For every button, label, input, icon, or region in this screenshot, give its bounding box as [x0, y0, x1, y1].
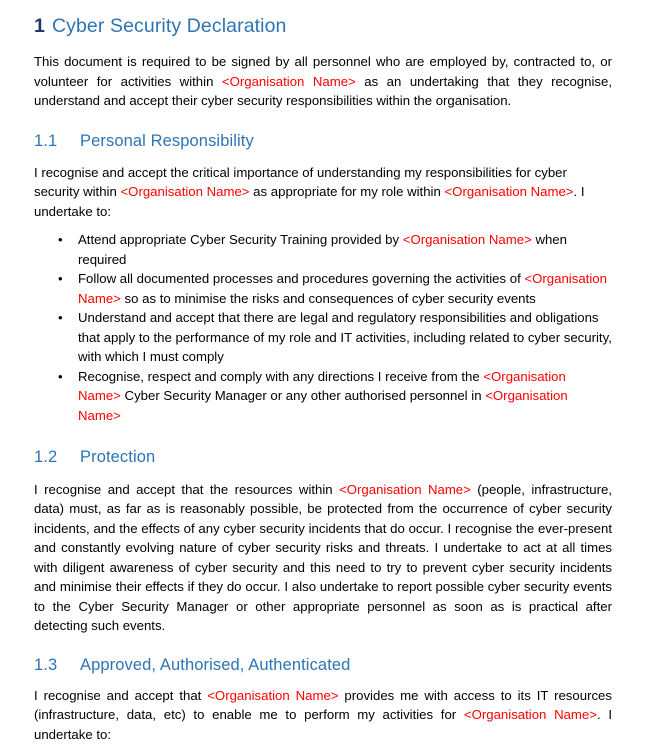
text-run: This document is required to be signed by all personnel who are employed by, contracted to, or volunteer for activities within — [34, 54, 612, 89]
spacer — [34, 468, 612, 480]
paragraph-section-1-3-body — [34, 686, 612, 744]
heading-section-1-1-title: Personal Responsibility — [80, 131, 254, 150]
text-run: as appropriate for my role within — [249, 184, 445, 200]
bullet-icon: • — [58, 368, 63, 384]
text-run: (people, infrastructure, data) must, as far as is reasonably possible, be protected from the occurrence of cyber security incidents, and the effects of any cyber security incidents that do occur. I recognise the ever-present and constantly evolving nature of cyber security risks and threats. I undertake to act at all times with diligent awareness of cyber security and this need to try to prevent cyber security incidents and minimise their effects if they do occur. I also undertake to report possible cyber security events to the Cyber Security Manager or other appropriate personnel as soon as is practical after detecting such events. — [34, 481, 612, 634]
heading-section-1 — [34, 15, 612, 38]
bullet-icon: • — [58, 232, 63, 248]
heading-section-1-3 — [34, 656, 612, 676]
text-run: Recognise, respect and comply with any directions I receive from the — [78, 368, 484, 384]
text-run: I recognise and accept that — [34, 687, 208, 703]
text-run: when required — [78, 232, 567, 267]
list-item — [34, 367, 612, 426]
org-placeholder: <Organisation Name> — [221, 73, 356, 89]
text-run: . I undertake to: — [34, 707, 612, 742]
org-placeholder: <Organisation Name> — [402, 232, 532, 248]
org-placeholder: <Organisation Name> — [444, 184, 574, 200]
spacer — [34, 221, 612, 230]
bullet-icon: • — [58, 271, 63, 287]
org-placeholder: <Organisation Name> — [463, 707, 597, 723]
list-item — [34, 308, 612, 367]
list-item — [34, 230, 612, 269]
bullet-icon: • — [58, 310, 63, 326]
text-run: Understand and accept that there are legal and regulatory responsibilities and obligations that apply to the performance of my role and IT activities, including related to cyber security, with which I must comply — [78, 310, 612, 365]
list-item — [34, 269, 612, 308]
paragraph-section-1-2-body — [34, 480, 612, 636]
text-run: Follow all documented processes and procedures governing the activities of — [78, 271, 525, 287]
spacer — [34, 152, 612, 163]
org-placeholder: <Organisation Name> — [78, 388, 568, 423]
heading-section-1-1-number: 1.1 — [34, 131, 58, 150]
heading-section-1-title: Cyber Security Declaration — [51, 15, 287, 37]
paragraph-section-1-intro — [34, 52, 612, 111]
text-run: . I undertake to: — [34, 184, 585, 219]
org-placeholder: <Organisation Name> — [339, 481, 471, 497]
org-placeholder: <Organisation Name> — [78, 271, 607, 306]
text-run: as an undertaking that they recognise, understand and accept their cyber security responsibilities within the organisation. — [34, 73, 612, 109]
heading-section-1-2-title: Protection — [80, 448, 156, 467]
heading-section-1-1 — [34, 132, 612, 152]
spacer — [34, 111, 612, 132]
spacer — [34, 636, 612, 656]
text-run: I recognise and accept the critical importance of understanding my responsibilities for cyber security within — [34, 164, 567, 200]
spacer — [34, 425, 612, 448]
text-run: so as to minimise the risks and consequences of cyber security events — [120, 290, 536, 306]
spacer — [34, 38, 612, 52]
heading-section-1-3-number: 1.3 — [34, 655, 58, 674]
org-placeholder: <Organisation Name> — [78, 368, 566, 404]
text-run: Cyber Security Manager or any other authorised personnel in — [120, 388, 486, 404]
document-content — [34, 0, 612, 744]
text-run: I recognise and accept that the resources within — [34, 481, 340, 497]
org-placeholder: <Organisation Name> — [120, 184, 250, 200]
heading-section-1-number: 1 — [34, 15, 45, 37]
bullet-list-section-1-1 — [34, 230, 612, 425]
org-placeholder: <Organisation Name> — [207, 687, 339, 703]
heading-section-1-2 — [34, 448, 612, 468]
heading-section-1-3-title: Approved, Authorised, Authenticated — [80, 655, 351, 674]
heading-section-1-2-number: 1.2 — [34, 448, 58, 467]
text-run: provides me with access to its IT resources (infrastructure, data, etc) to enable me to perform my activities for — [34, 687, 612, 723]
paragraph-section-1-1-intro — [34, 163, 612, 222]
spacer — [34, 676, 612, 686]
text-run: Attend appropriate Cyber Security Training provided by — [78, 232, 403, 248]
